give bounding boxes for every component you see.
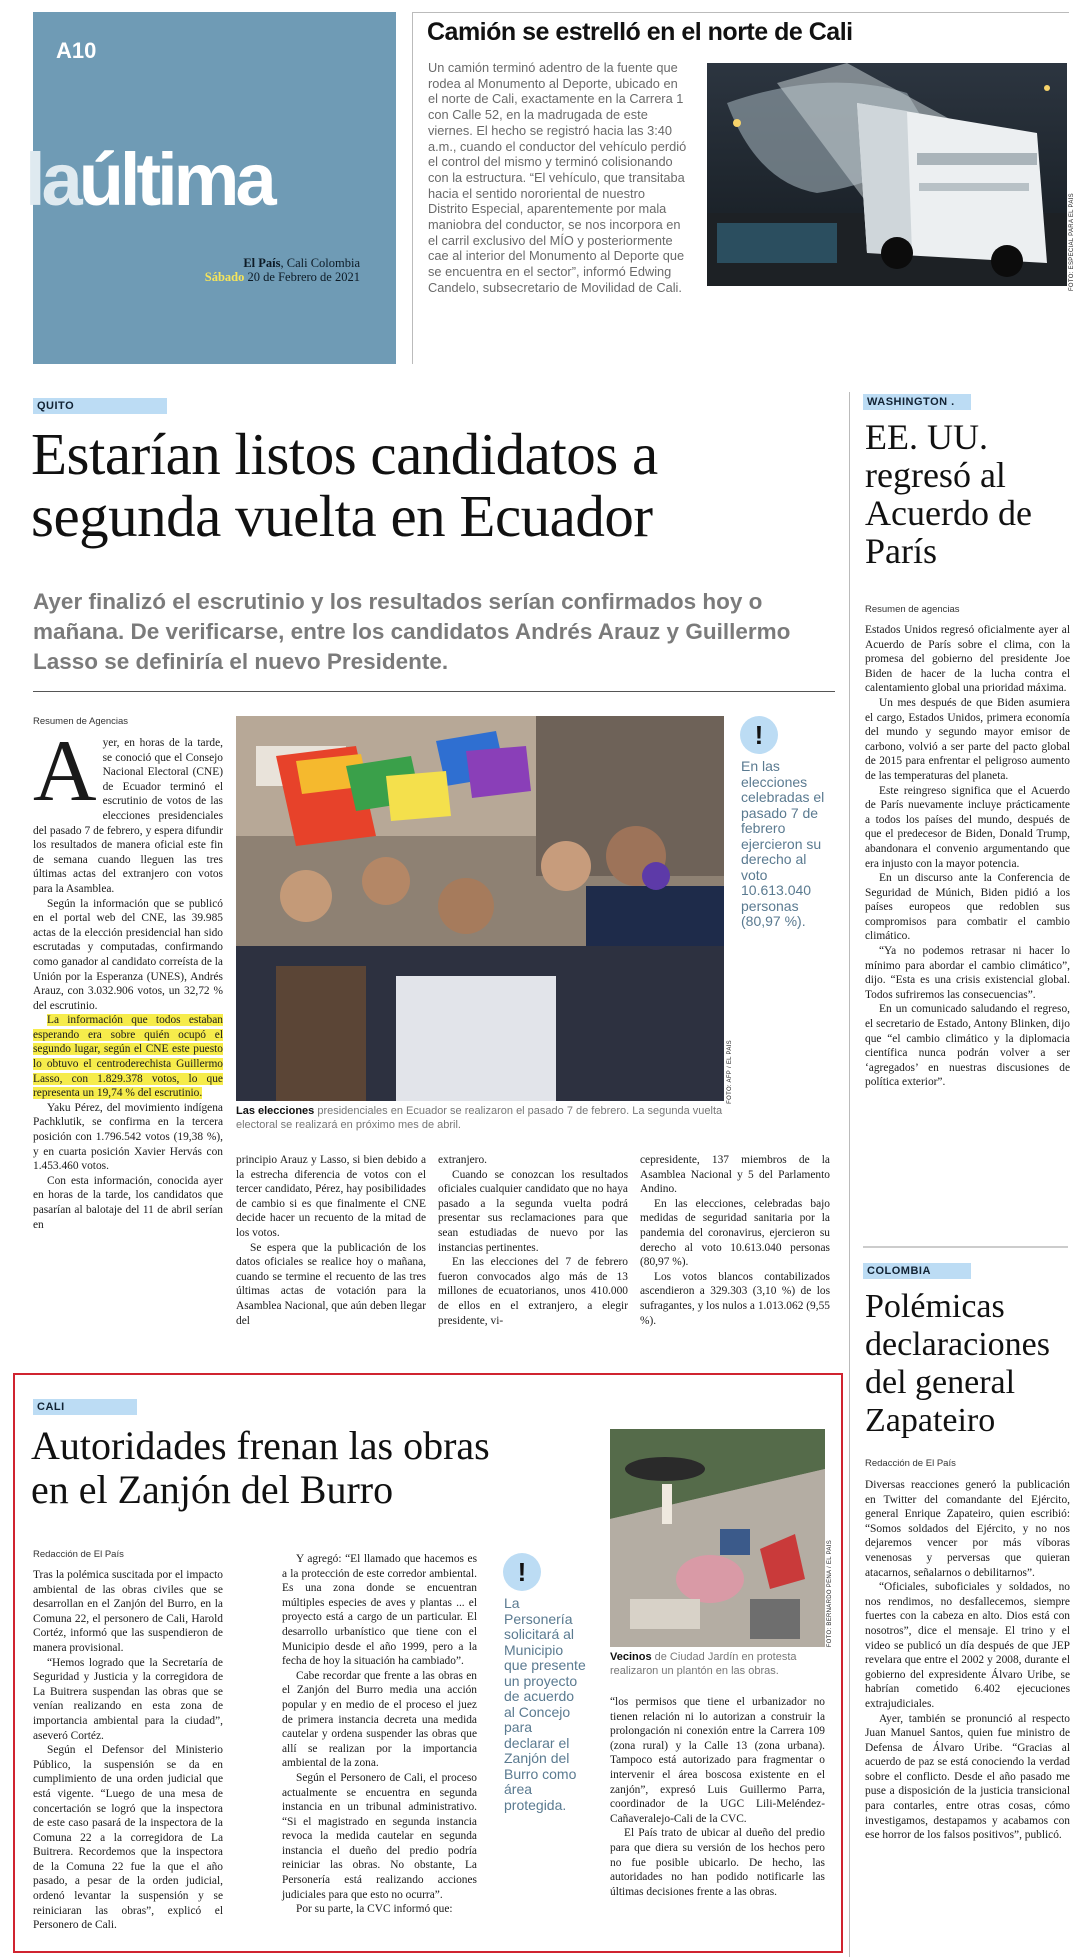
main-sidebar-quote: En las elecciones celebradas el pasado 7 de febrero ejercieron su derecho al voto 10.613.040 personas (80,97 %). bbox=[741, 758, 825, 929]
exclamation-icon: ! bbox=[503, 1553, 541, 1591]
cali-byline: Redacción de El País bbox=[33, 1549, 124, 1560]
cali-col2: Y agregó: “El llamado que hacemos es a la protección de este corredor ambiental. Es una zona donde se encuentran múltiples especies de aves y plantas ... el proyecto está a cargo de un particular. El desarrollo urbanístico que tiene con el Municipio desde el año 1999, pero a la fecha de hoy la situación ha cambiado”. Cabe recordar que frente a las obras en el Zanjón del Burro media una acción popular y en medio de el proceso el juez de primera instancia decreta una medida cautelar y ordena suspender las obras que allí se realizan por la importancia ambiental de la zona. Según el Personero de Cali, el proceso actualmente se encuentra en segunda instancia en un tribunal administrativo. “Si el magistrado en segunda instancia revoca la medida cautelar en segunda instancia el dueño del predio podría reiniciar las obras. No obstante, La Personería está realizando acciones judiciales para que esto no ocurra”. Por su parte, la CVC informó que: bbox=[282, 1553, 477, 1916]
cali-sidebar-quote: La Personería solicitará al Municipio que presente un proyecto de acuerdo al Concejo para declarar el Zanjón del Burro como área protegida. bbox=[504, 1595, 586, 1813]
election-photo-credit: FOTO: AFP / EL PAÍS bbox=[727, 1040, 733, 1104]
right1-byline: Resumen de agencias bbox=[865, 604, 960, 615]
brief-photo-credit: FOTO: ESPECIAL PARA EL PAÍS bbox=[1069, 193, 1075, 292]
election-crowd-image bbox=[236, 716, 724, 1101]
cali-headline: Autoridades frenan las obras en el Zanjón del Burro bbox=[31, 1423, 490, 1512]
protest-photo-credit: FOTO: BERNARDO PEÑA / EL PAÍS bbox=[827, 1540, 833, 1648]
protest-image bbox=[610, 1429, 825, 1647]
main-col3: extranjero. Cuando se conozcan los resultados oficiales cualquier candidato que no haya pasado a la segunda vuelta podrá presentar sus reclamaciones para que sean estudiadas de nuevo por las instancias pertinentes. En las elecciones del 7 de febrero fueron convocados algo más de 13 millones de ecuatorianos, unos 410.000 de ellos en el extranjero, a elegir presidente, vi- bbox=[438, 1154, 628, 1327]
drop-cap: A bbox=[33, 723, 97, 820]
right-column-rule bbox=[863, 1246, 1068, 1248]
masthead bbox=[25, 12, 396, 364]
section-tag-colombia: COLOMBIA bbox=[863, 1263, 971, 1279]
main-col2: principio Arauz y Lasso, si bien debido a la estrecha diferencia de votos con el tercer candidato, Pérez, hay posibilidades de cambio si es que finalmente el CNE decide hacer un recuento de la mitad de los votos. Se espera que la publicación de los datos oficiales se realice hoy o mañana, cuando se termine el recuento de las tres últimas actas de votación para la Asamblea Nacional, que aún deben llegar del bbox=[236, 1154, 426, 1327]
right1-headline: EE. UU. regresó al Acuerdo de París bbox=[865, 417, 1032, 571]
protest-photo bbox=[610, 1429, 825, 1647]
main-photo-caption: Las elecciones presidenciales en Ecuador se realizaron el pasado 7 de febrero. La segunda vuelta electoral se realizará en próximo mes de abril. bbox=[236, 1105, 723, 1131]
section-logo: laúltima bbox=[25, 138, 273, 221]
truck-photo bbox=[707, 63, 1067, 286]
main-col4: cepresidente, 137 miembros de la Asamblea Nacional y 5 del Parlamento Andino. En las elecciones, celebradas bajo medidas de seguridad sanitaria por la pandemia del coronavirus, ejercieron su derecho al voto 10.613.040 personas (80,97 %). Los votos blancos contabilizados ascendieron a 329.303 (3,10 %) de los sufragantes, y los nulos a 1.013.062 (9,55 %). bbox=[640, 1154, 830, 1327]
cali-col4: “los permisos que tiene el urbanizador no tienen relación ni lo autorizan a construir la prolongación ni conexión entre la Carrera 109 (zona rural) y la Calle 13 (zona urbana). Tampoco está autorizado para fragmentar o intervenir el área boscosa existente en el zanjón”, expresó Luis Guillermo Parra, coordinador de la UGC Lili-Meléndez-Cañaveralejo-Cali de la CVC. El País trato de ubicar al dueño del predio para que diera su versión de los hechos pero no fue posible ubicarlo. De hecho, las autoridades no han podido notificarle las últimas decisiones frente a las obras. bbox=[610, 1696, 825, 1898]
main-col1: A yer, en horas de la tarde, se conoció que el Consejo Nacional Electoral (CNE) de Ecuador terminó el escrutinio de votos de las elecciones presidenciales del pasado 7 de febrero, y espera difundir los resultados de manera oficial este fin de semana cuando lleguen las tres últimas actas del extranjero con votos para la Asamblea. Según la información que se publicó en el portal web del CNE, las 39.985 actas de la elección presidencial han sido escrutadas y computadas, confirmando como ganador al candidato correísta de la Unión por la Esperanza (UNES), Andrés Arauz, con 3.032.906 votos, un 32,72 % del escrutinio. La información que todos estaban esperando era sobre quién ocupó el segundo lugar, según el CNE este puesto lo obtuvo el centroderechista Guillermo Lasso, con 1.829.378 votos, lo que representa un 19,74 % del escrutinio. Yaku Pérez, del movimiento indígena Pachklutik, se confirma en la tercera posición con 1.796.542 votos (19,38 %), y en cuarta posición Xavier Hervás con 1.453.460 votos. Con esta información, conocida ayer en horas de la tarde, los candidatos que pasarían al balotaje del 11 de abril serían en bbox=[33, 723, 223, 1231]
dateline: El País, Cali Colombia Sábado 20 de Febrero de 2021 bbox=[204, 256, 360, 284]
page-number: A10 bbox=[56, 38, 97, 63]
cali-col1: Tras la polémica suscitada por el impacto ambiental de las obras civiles que se desarrollan en el Zanjón del Burro, en la Comuna 22, el personero de Cali, Harold Cortéz, informó que las suspendieron de manera provisional. “Hemos logrado que la Secretaría de Seguridad y Justicia y la corregidora de La Buitrera suspendan las obras que se venían realizando en esta zona de importancia ambiental para la ciudad”, aseveró Cortéz. Según el Defensor del Ministerio Público, la suspensión se da en cumplimiento de una orden judicial que está vigente. “Luego de una mesa de concertación se logró que la inspectora de este caso pasará de la inspectora de la Comuna 22 a la corregidora de La Buitrera. Recordemos que la inspectora de la Comuna 22 fue la que el año pasado, a pesar de la orden judicial, ordenó levantar la suspensión y se reiniciaran las obras”, explicó el Personero de Cali. bbox=[33, 1569, 223, 1932]
right2-body: Diversas reacciones generó la publicación en Twitter del comandante del Ejército, general Enrique Zapateiro, quien escribió: “Somos soldados del Ejército, y no nos dejaremos vencer por más víboras venenosas y perversas que quieran atacarnos, señalarnos o debilitarnos”. “Oficiales, suboficiales y soldados, no nos rendimos, no desfallecemos, siempre fuertes con la cabeza en alto. Dios está con nosotros”, dice el mensaje. El trino y el video se publicó un día después de que JEP revelara que entre el 2002 y 2008, durante el gobierno del expresidente Álvaro Uribe, se habrían cometido 6.402 ejecuciones extrajudiciales. Ayer, también se pronunció al respecto Juan Manuel Santos, quien fue ministro de Defensa de Álvaro Uribe. “Gracias al acuerdo de paz se está conociendo la verdad sobre el conflicto. Desde el año pasado me puse a disposición de la justicia transicional para contarles, entre otras cosas, cómo investigamos, destapamos y acabamos con ese horror de los falsos positivos”, publicó. bbox=[865, 1479, 1070, 1842]
column-divider bbox=[849, 392, 850, 1957]
truck-crash-image bbox=[707, 63, 1067, 286]
main-byline: Resumen de Agencias bbox=[33, 716, 129, 727]
deck-rule bbox=[33, 691, 835, 692]
right2-headline: Polémicas declaraciones del general Zapateiro bbox=[865, 1288, 1050, 1439]
brief-text: Un camión terminó adentro de la fuente que rodea al Monumento al Deporte, ubicado en el norte de Cali, exactamente en la Carrera 1 con Calle 52, en la madrugada de este viernes. El hecho se registró hacia las 3:40 a.m., cuando el conductor del vehículo perdió el control del mismo y terminó colisionando con la estructura. “El vehículo, que transitaba hacia el sentido nororiental de nuestro Distrito Especial, aparentemente por mala maniobra del conductor, se nos incorpora en el carril exclusivo del MÍO y posteriormente cae al interior del Monumento al Deporte que se encuentra en el sector”, informó Edwing Candelo, subsecretario de Movilidad de Cali. bbox=[428, 60, 687, 295]
exclamation-icon: ! bbox=[740, 716, 778, 754]
election-photo bbox=[236, 716, 724, 1101]
right1-body: Estados Unidos regresó oficialmente ayer al Acuerdo de París sobre el clima, con la promesa del gobierno del presidente Joe Biden de hacer de la lucha contra el calentamiento global una prioridad máxima. Un mes después de que Biden asumiera el cargo, Estados Unidos, primera economía del mundo y segundo mayor emisor de carbono, volvió a ser parte del pacto global de 2015 para enfrentar el peligroso aumento de las temperaturas del planeta. Este reingreso significa que el Acuerdo de París nuevamente incluye prácticamente a todos los países del mundo, después de que el predecesor de Biden, Donald Trump, abandonara el convenio argumentando que era injusto con la mayor potencia. En un discurso ante la Conferencia de Seguridad de Múnich, Biden pidió a los países europeos que redoblen sus compromisos para combatir el cambio climático. “Ya no podemos retrasar ni hacer lo mínimo para abordar el cambio climático”, dijo. “Esta es una crisis existencial global. Todos sufriremos las consecuencias”. En un comunicado saludando el regreso, el secretario de Estado, Antony Blinken, dijo que “el cambio climático y la diplomacia científica nunca podrán volver a ser ‘agregados’ en nuestras discusiones de política exterior”. bbox=[865, 624, 1070, 1089]
section-tag-washington: WASHINGTON . bbox=[863, 394, 971, 410]
cali-photo-caption: Vecinos de Ciudad Jardín en protesta realizaron un plantón en las obras. bbox=[610, 1651, 797, 1677]
main-headline: Estarían listos candidatos a segunda vuelta en Ecuador bbox=[31, 421, 658, 549]
brief-frame-top bbox=[412, 12, 1069, 13]
brief-frame-line bbox=[412, 12, 413, 364]
highlighted-text: La información que todos estaban esperando era sobre quién ocupó el segundo lugar, según el CNE este puesto lo obtuvo el centroderechista Guillermo Lasso, con 1.829.378 votos, lo que representa un 19,74 % del escrutinio. bbox=[33, 1014, 223, 1100]
brief-title: Camión se estrelló en el norte de Cali bbox=[427, 18, 853, 46]
section-tag-cali: CALI bbox=[33, 1399, 137, 1415]
section-tag-quito: QUITO bbox=[33, 398, 167, 414]
right2-byline: Redacción de El País bbox=[865, 1458, 956, 1469]
main-deck: Ayer finalizó el escrutinio y los resultados serían confirmados hoy o mañana. De verificarse, entre los candidatos Andrés Arauz y Guillermo Lasso se definiría el nuevo Presidente. bbox=[33, 589, 791, 674]
